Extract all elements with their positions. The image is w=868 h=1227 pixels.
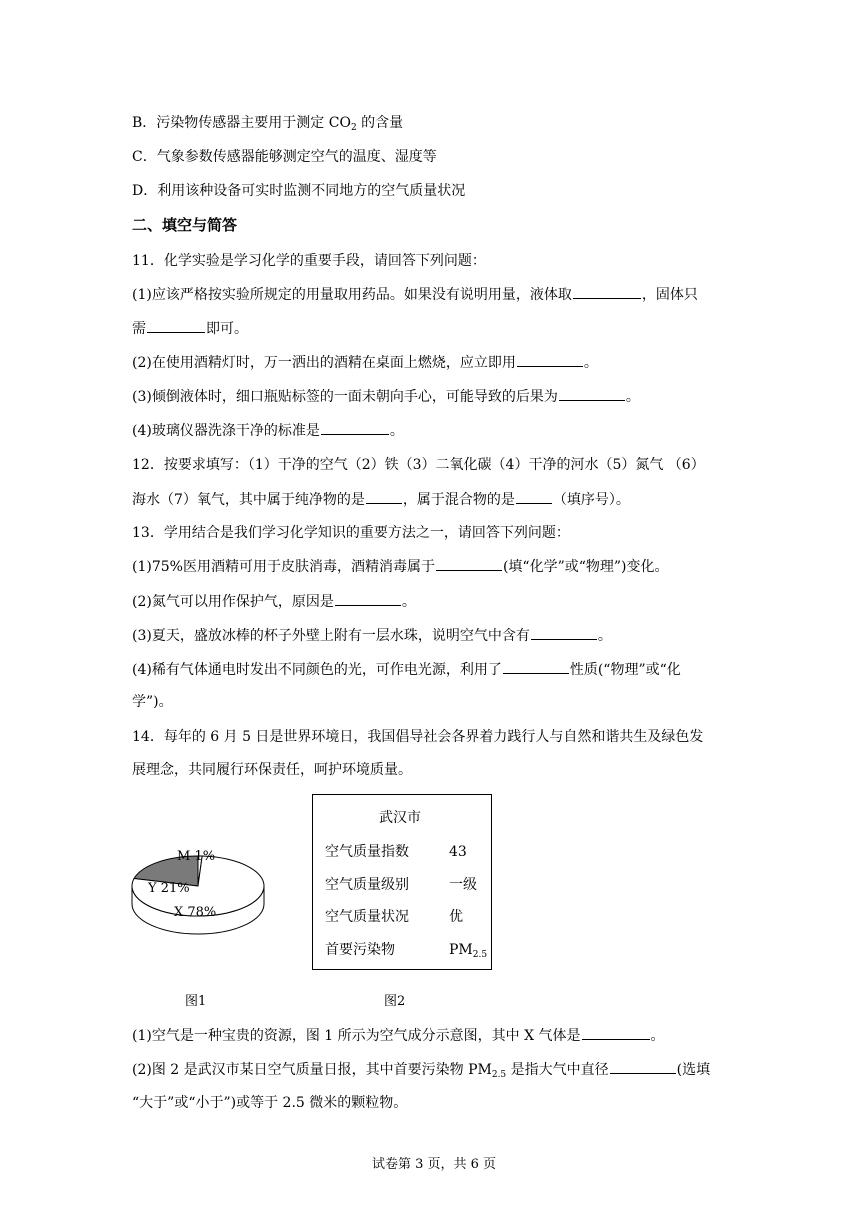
q13-part2	[132, 591, 416, 612]
report-value: 43	[449, 844, 467, 860]
q13-stem: 13．学用结合是我们学习化学知识的重要方法之一，请回答下列问题：	[132, 525, 570, 541]
figure1-caption: 图1	[185, 994, 207, 1009]
option-c: C．气象参数传感器能够测定空气的温度、湿度等	[132, 149, 437, 165]
q11-p1b-post: 即可。	[206, 321, 248, 337]
option-b-text: B．污染物传感器主要用于测定 CO	[132, 115, 351, 131]
q14-part2b: “大于”或“小于”)或等于 2.5 微米的颗粒物。	[132, 1095, 408, 1111]
air-composition-pie-chart	[128, 840, 268, 945]
report-value: 优	[449, 909, 463, 925]
q14-p2-post: (选填	[676, 1062, 711, 1078]
report-label: 空气质量指数	[325, 844, 409, 860]
q11-p4-pre: (4)玻璃仪器洗涤干净的标准是	[132, 423, 320, 439]
q11-p3-post: 。	[625, 389, 640, 405]
q11-part2	[132, 352, 598, 373]
pie-label-m: M 1%	[177, 849, 216, 864]
option-d: D．利用该种设备可实时监测不同地方的空气质量状况	[132, 183, 466, 199]
q14-p2-pre: (2)图 2 是武汉市某日空气质量日报，其中首要污染物 PM	[132, 1062, 492, 1078]
answer-blank[interactable]	[517, 352, 583, 367]
q13-part1	[132, 556, 669, 577]
q13-part4b: 学”)。	[132, 694, 173, 710]
answer-blank[interactable]	[436, 556, 502, 571]
q13-part3	[132, 625, 612, 646]
q13-p3-post: 。	[597, 628, 612, 644]
q12-line1: 12．按要求填写：（1）干净的空气（2）铁（3）二氧化碳（4）干净的河水（5）氮气 （6）	[132, 457, 705, 473]
answer-blank[interactable]	[531, 625, 597, 640]
q11-p1a-pre: (1)应该严格按实验所规定的用量取用药品。如果没有说明用量，液体取	[132, 287, 572, 303]
answer-blank[interactable]	[147, 318, 205, 333]
q14-line2: 展理念，共同履行环保责任，呵护环境质量。	[132, 762, 412, 778]
q14-p2-sub: 2.5	[491, 1070, 507, 1080]
q11-p1a-post: ，固体只	[641, 287, 698, 303]
q11-p1b-pre: 需	[132, 321, 146, 337]
pm-main: PM	[449, 942, 473, 958]
q11-p3-pre: (3)倾倒液体时，细口瓶贴标签的一面未朝向手心，可能导致的后果为	[132, 389, 558, 405]
q14-p1-pre: (1)空气是一种宝贵的资源，图 1 所示为空气成分示意图，其中 X 气体是	[132, 1028, 581, 1044]
answer-blank[interactable]	[321, 420, 389, 435]
q14-line1: 14．每年的 6 月 5 日是世界环境日，我国倡导社会各界着力践行人与自然和谐共生及绿色发	[132, 729, 704, 745]
option-b-sub: 2	[350, 123, 357, 133]
answer-blank[interactable]	[335, 591, 401, 606]
q11-p4-post: 。	[389, 423, 404, 439]
pie-label-y: Y 21%	[148, 881, 190, 896]
air-quality-report	[312, 794, 492, 970]
q13-p1-post: (填“化学”或“物理”)变化。	[502, 559, 669, 575]
q14-p1-post: 。	[650, 1028, 665, 1044]
q13-p4a-pre: (4)稀有气体通电时发出不同颜色的光，可作电光源，利用了	[132, 662, 502, 678]
q14-part2	[132, 1059, 710, 1080]
q13-p4a-post: 性质(“物理”或“化	[569, 662, 681, 678]
answer-blank[interactable]	[559, 386, 625, 401]
answer-blank[interactable]	[573, 284, 641, 299]
q12-l2-mid: ，属于混合物的是	[402, 492, 515, 508]
q11-stem: 11．化学实验是学习化学的重要手段，请回答下列问题：	[132, 253, 486, 269]
q13-part4a	[132, 659, 681, 680]
q11-p2-pre: (2)在使用酒精灯时，万一洒出的酒精在桌面上燃烧，应立即用	[132, 355, 516, 371]
section-title: 二、填空与简答	[132, 216, 238, 234]
q13-p2-post: 。	[401, 594, 416, 610]
answer-blank[interactable]	[582, 1025, 650, 1040]
option-b	[132, 113, 403, 133]
q12-l2-pre: 海水（7）氧气，其中属于纯净物的是	[132, 492, 365, 508]
answer-blank[interactable]	[366, 489, 402, 504]
q11-part1a	[132, 284, 698, 305]
option-b-post: 的含量	[356, 115, 404, 131]
q11-part4	[132, 420, 404, 441]
q11-part1b	[132, 318, 248, 339]
figure2-caption: 图2	[384, 994, 406, 1009]
answer-blank[interactable]	[516, 489, 552, 504]
q12-l2-post: （填序号）。	[552, 492, 630, 508]
q13-p2-pre: (2)氮气可以用作保护气，原因是	[132, 594, 334, 610]
report-value	[449, 941, 487, 959]
page-footer: 试卷第 3 页，共 6 页	[371, 1157, 497, 1172]
q11-p2-post: 。	[583, 355, 598, 371]
pm-sub: 2.5	[472, 950, 488, 960]
pie-label-x: X 78%	[174, 905, 217, 920]
q12-line2	[132, 489, 630, 510]
q13-p1-pre: (1)75%医用酒精可用于皮肤消毒，酒精消毒属于	[132, 559, 435, 575]
report-label: 空气质量级别	[325, 877, 409, 893]
q13-p3-pre: (3)夏天，盛放冰棒的杯子外壁上附有一层水珠，说明空气中含有	[132, 628, 530, 644]
report-label: 空气质量状况	[325, 909, 409, 925]
report-label: 首要污染物	[325, 942, 395, 958]
q14-p2-mid: 是指大气中直径	[506, 1062, 609, 1078]
q11-part3	[132, 386, 640, 407]
report-city: 武汉市	[379, 810, 421, 826]
answer-blank[interactable]	[503, 659, 569, 674]
report-value: 一级	[449, 877, 477, 893]
q14-part1	[132, 1025, 665, 1046]
answer-blank[interactable]	[610, 1059, 676, 1074]
